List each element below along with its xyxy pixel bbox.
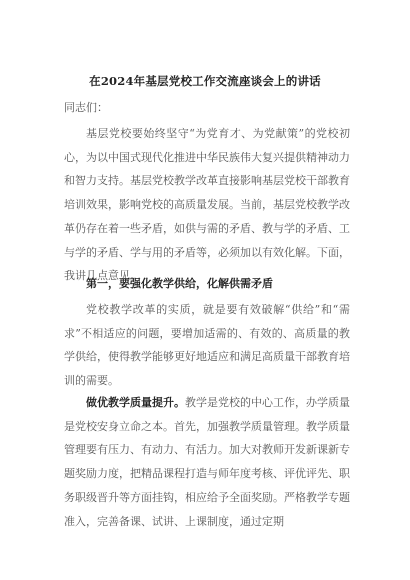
- paragraph-lead: 做优教学质量提升。: [86, 396, 185, 409]
- document-title: 在2024年基层党校工作交流座谈会上的讲话: [89, 74, 321, 88]
- greeting: 同志们：: [64, 101, 108, 114]
- paragraph-section-1: 党校教学改革的实质，就是要有效破解“供给”和“需求”不相适应的问题，要增加适需的、有效的、高质量的教学供给，使得教学能够更好地适应和满足高质量干部教育培训的需要。: [64, 303, 350, 388]
- section-heading-1: 第一，要强化教学供给，化解供需矛盾: [86, 277, 273, 290]
- paragraph-intro: 基层党校要始终坚守“为党育才、为党献策”的党校初心，为以中国式现代化推进中华民族伟大复兴提供精神动力和智力支持。基层党校教学改革直接影响基层党校干部教育培训效果，影响党校的高质量发展。当前，基层党校教学改革仍存在着一些矛盾，如供与需的矛盾、教与学的矛盾、工与学的矛盾、学与用的矛盾等，必须加以有效化解。下面，我讲几点意见。: [64, 127, 350, 283]
- paragraph-quality: [64, 391, 350, 533]
- paragraph-body: 教学是党校的中心工作，办学质量是党校安身立命之本。首先，加强教学质量管理。教学质量管理要有压力、有动力、有活力。加大对教师开发新课新专题奖励力度，把精品课程打造与师年度考核、评优评先、职务职级晋升等方面挂钩，相应给予全面奖励。严格教学专题准入，完善备课、试讲、上课制度，通过定期: [64, 396, 350, 528]
